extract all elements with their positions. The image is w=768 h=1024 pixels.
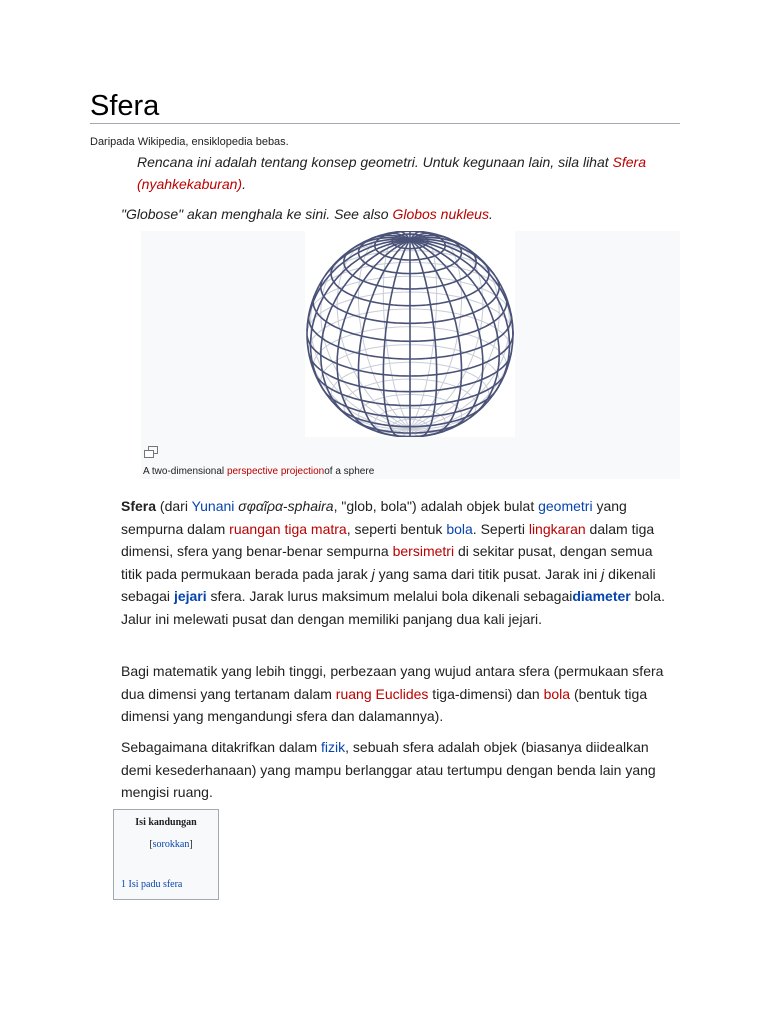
hatnote-text: Rencana ini adalah tentang konsep geometri. Untuk kegunaan lain, sila lihat xyxy=(137,154,613,170)
paragraph-physics xyxy=(121,736,676,804)
link-sfera-nyahkekaburan[interactable]: Sfera (nyahkekaburan) xyxy=(137,154,647,192)
toc-bracket-open: [ xyxy=(149,839,153,850)
site-tagline: Daripada Wikipedia, ensiklopedia bebas. xyxy=(90,136,289,148)
text: yang sempurna dalam xyxy=(121,498,627,537)
variable-j: j xyxy=(601,565,605,582)
link-bola[interactable]: bola xyxy=(446,520,473,537)
hatnote-disambiguation xyxy=(137,151,677,195)
link-globos-nukleus[interactable]: Globos nukleus xyxy=(392,206,489,222)
link-bersimetri[interactable]: bersimetri xyxy=(392,543,455,559)
toc-bracket-close: ] xyxy=(189,839,193,850)
link-jejari[interactable]: jejari xyxy=(173,588,207,604)
hatnote-redirect xyxy=(121,203,681,225)
text: bola. Jalur ini melewati pusat dan dengan memiliki panjang dua kali jejari. xyxy=(121,588,665,627)
page-title: Sfera xyxy=(90,90,160,122)
text: - xyxy=(282,498,288,514)
greek-term: σφαῖρα xyxy=(238,498,283,514)
sphere-image[interactable] xyxy=(305,231,515,437)
caption-suffix: of a sphere xyxy=(324,466,375,477)
enlarge-icon[interactable] xyxy=(144,446,158,458)
link-fizik[interactable]: fizik xyxy=(321,739,346,755)
toc-item-label: Isi padu sfera xyxy=(128,879,183,890)
link-bola[interactable]: bola xyxy=(543,685,571,702)
transliteration: sphaira xyxy=(287,498,334,514)
toc-toggle xyxy=(114,839,218,850)
text: , sebuah sfera adalah objek (biasanya diidealkan demi kesederhanaan) yang mampu berlanggar atau tertumpu dengan benda lain yang mengisi ruang. xyxy=(121,739,656,800)
toc-title: Isi kandungan xyxy=(135,817,197,828)
toc-hide-link[interactable]: sorokkan xyxy=(152,839,190,850)
text: (bentuk tiga dimensi yang mengandungi sfera dan dalamannya). xyxy=(121,685,648,724)
paragraph-mathematics xyxy=(121,660,676,728)
text: . Seperti xyxy=(472,520,529,537)
text: , "glob, bola") adalah objek bulat xyxy=(333,498,539,514)
text: tiga-dimensi) dan xyxy=(428,685,544,702)
paragraph-intro xyxy=(121,495,676,630)
table-of-contents xyxy=(113,809,219,900)
sphere-back-line xyxy=(383,232,410,428)
link-geometri[interactable]: geometri xyxy=(538,498,593,514)
hatnote-redirect-text: "Globose" akan menghala ke sini. See also xyxy=(121,206,393,222)
text: sfera. Jarak lurus maksimum melalui bola dikenali sebagai xyxy=(206,588,573,604)
text: Sebagaimana ditakrifkan dalam xyxy=(121,739,322,755)
title-divider xyxy=(90,123,680,124)
link-yunani[interactable]: Yunani xyxy=(191,498,235,514)
sphere-back-line xyxy=(410,232,437,428)
figure-caption xyxy=(143,465,374,478)
toc-item-isi-padu-sfera[interactable] xyxy=(121,879,182,890)
text: (dari xyxy=(156,498,192,514)
hatnote-end: . xyxy=(242,176,246,192)
link-ruangan-tiga-matra[interactable]: ruangan tiga matra xyxy=(229,520,347,537)
figure-thumbnail xyxy=(141,231,680,479)
text: dikenali sebagai xyxy=(121,565,656,604)
sphere-grid-line xyxy=(410,240,437,436)
text: dalam tiga dimensi, sfera yang benar-benar sempurna xyxy=(121,520,655,559)
text: di sekitar pusat, dengan semua titik pada permukaan berada pada jarak xyxy=(121,543,653,582)
link-diameter[interactable]: diameter xyxy=(572,588,631,604)
toc-item-number: 1 xyxy=(121,879,126,890)
hatnote-redirect-end: . xyxy=(488,206,493,222)
text: yang sama dari titik pusat. Jarak ini xyxy=(374,565,602,582)
link-perspective-projection[interactable]: perspective projection xyxy=(226,466,325,477)
caption-prefix: A two-dimensional xyxy=(143,466,227,477)
text: Bagi matematik yang lebih tinggi, perbezaan yang wujud antara sfera (permukaan sfera dua dimensi yang tertanam dalam xyxy=(121,663,664,702)
variable-j: j xyxy=(371,565,375,582)
sphere-grid-line xyxy=(383,240,410,436)
sphere-wireframe-graphic xyxy=(305,231,515,437)
text: , seperti bentuk xyxy=(346,520,447,537)
link-lingkaran[interactable]: lingkaran xyxy=(528,520,586,537)
term-sfera: Sfera xyxy=(121,498,157,514)
link-ruang-euclides[interactable]: ruang Euclides xyxy=(335,685,429,702)
